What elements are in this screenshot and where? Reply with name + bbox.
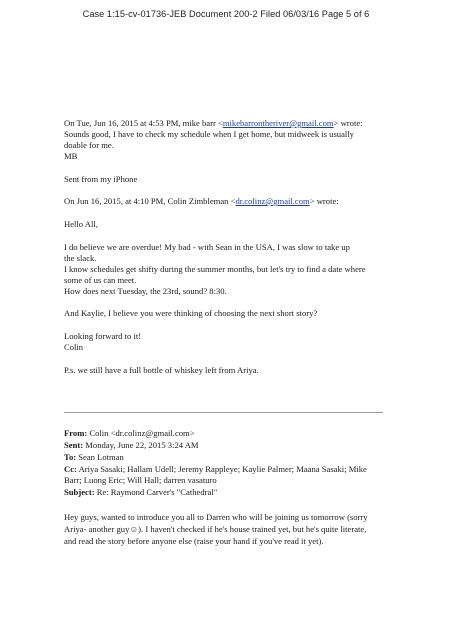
header-to: [64, 452, 124, 463]
forwarded-body-line: Hey guys, wanted to introduce you all to Darren who will be joining us tomorrow (sorry: [64, 512, 368, 522]
reply2-paragraph-line: some of us can meet.: [64, 275, 137, 285]
forwarded-body-line: Ariya- another guy☺). I haven't checked if he's house trained yet, but he's quite literate,: [64, 524, 367, 534]
header-cc-continued: Barr; Luong Eric; Will Hall; darren vasaturo: [64, 475, 217, 485]
header-subject: [64, 487, 217, 498]
reply2-paragraph-line: I know schedules get shifty during the summer months, but let's try to find a date where: [64, 264, 366, 274]
reply1-body-line: doable for me.: [64, 140, 114, 150]
reply1-attribution-suffix: > wrote:: [333, 118, 363, 128]
reply2-attribution-suffix: > wrote:: [309, 196, 339, 206]
to-label: To:: [64, 452, 77, 462]
sent-value: Monday, June 22, 2015 3:24 AM: [83, 440, 199, 450]
reply1-email-link[interactable]: mikebarrontheriver@gmail.com: [222, 118, 334, 128]
separator-rule: [64, 412, 383, 413]
reply2-attribution: [64, 196, 339, 207]
reply2-paragraph-line: I do believe we are overdue! My bad - with Sean in the USA, I was slow to take up: [64, 242, 350, 252]
reply1-signature: MB: [64, 151, 78, 161]
reply1-body-line: Sounds good, I have to check my schedule when I get home, but midweek is usually: [64, 129, 354, 139]
reply2-signature: Colin: [64, 342, 84, 352]
subject-value: Re: Raymond Carver's "Cathedral": [94, 487, 218, 497]
cc-label: Cc:: [64, 464, 77, 474]
to-value: Sean Lotman: [76, 452, 124, 462]
reply2-paragraph: And Kaylie, I believe you were thinking of choosing the next short story?: [64, 308, 318, 318]
header-sent: [64, 440, 199, 451]
from-label: From:: [64, 428, 88, 438]
reply2-postscript: P.s. we still have a full bottle of whiskey left from Ariya.: [64, 365, 259, 375]
reply2-closing: Looking forward to it!: [64, 331, 142, 341]
sent-label: Sent:: [64, 440, 84, 450]
reply2-attribution-prefix: On Jun 16, 2015, at 4:10 PM, Colin Zimbleman <: [64, 196, 236, 206]
reply2-email-link[interactable]: dr.colinz@gmail.com: [235, 196, 310, 206]
from-value: Colin <dr.colinz@gmail.com>: [87, 428, 195, 438]
reply2-paragraph-line: the slack.: [64, 253, 97, 263]
subject-label: Subject:: [64, 487, 95, 497]
reply1-device-note: Sent from my iPhone: [64, 174, 138, 184]
reply1-attribution: [64, 118, 363, 129]
header-from: [64, 428, 195, 439]
header-cc: [64, 464, 367, 475]
case-header: Case 1:15-cv-01736-JEB Document 200-2 Filed 06/03/16 Page 5 of 6: [82, 9, 370, 19]
reply2-paragraph-line: How does next Tuesday, the 23rd, sound? 8:30.: [64, 286, 227, 296]
reply2-greeting: Hello All,: [64, 219, 98, 229]
forwarded-body-line: and read the story before anyone else (raise your hand if you've read it yet).: [64, 536, 324, 546]
cc-value: Ariya Sasaki; Hallam Udell; Jeremy Rappleye; Kaylie Palmer; Maana Sasaki; Mike: [76, 464, 367, 474]
reply1-attribution-prefix: On Tue, Jun 16, 2015 at 4:53 PM, mike barr <: [64, 118, 223, 128]
